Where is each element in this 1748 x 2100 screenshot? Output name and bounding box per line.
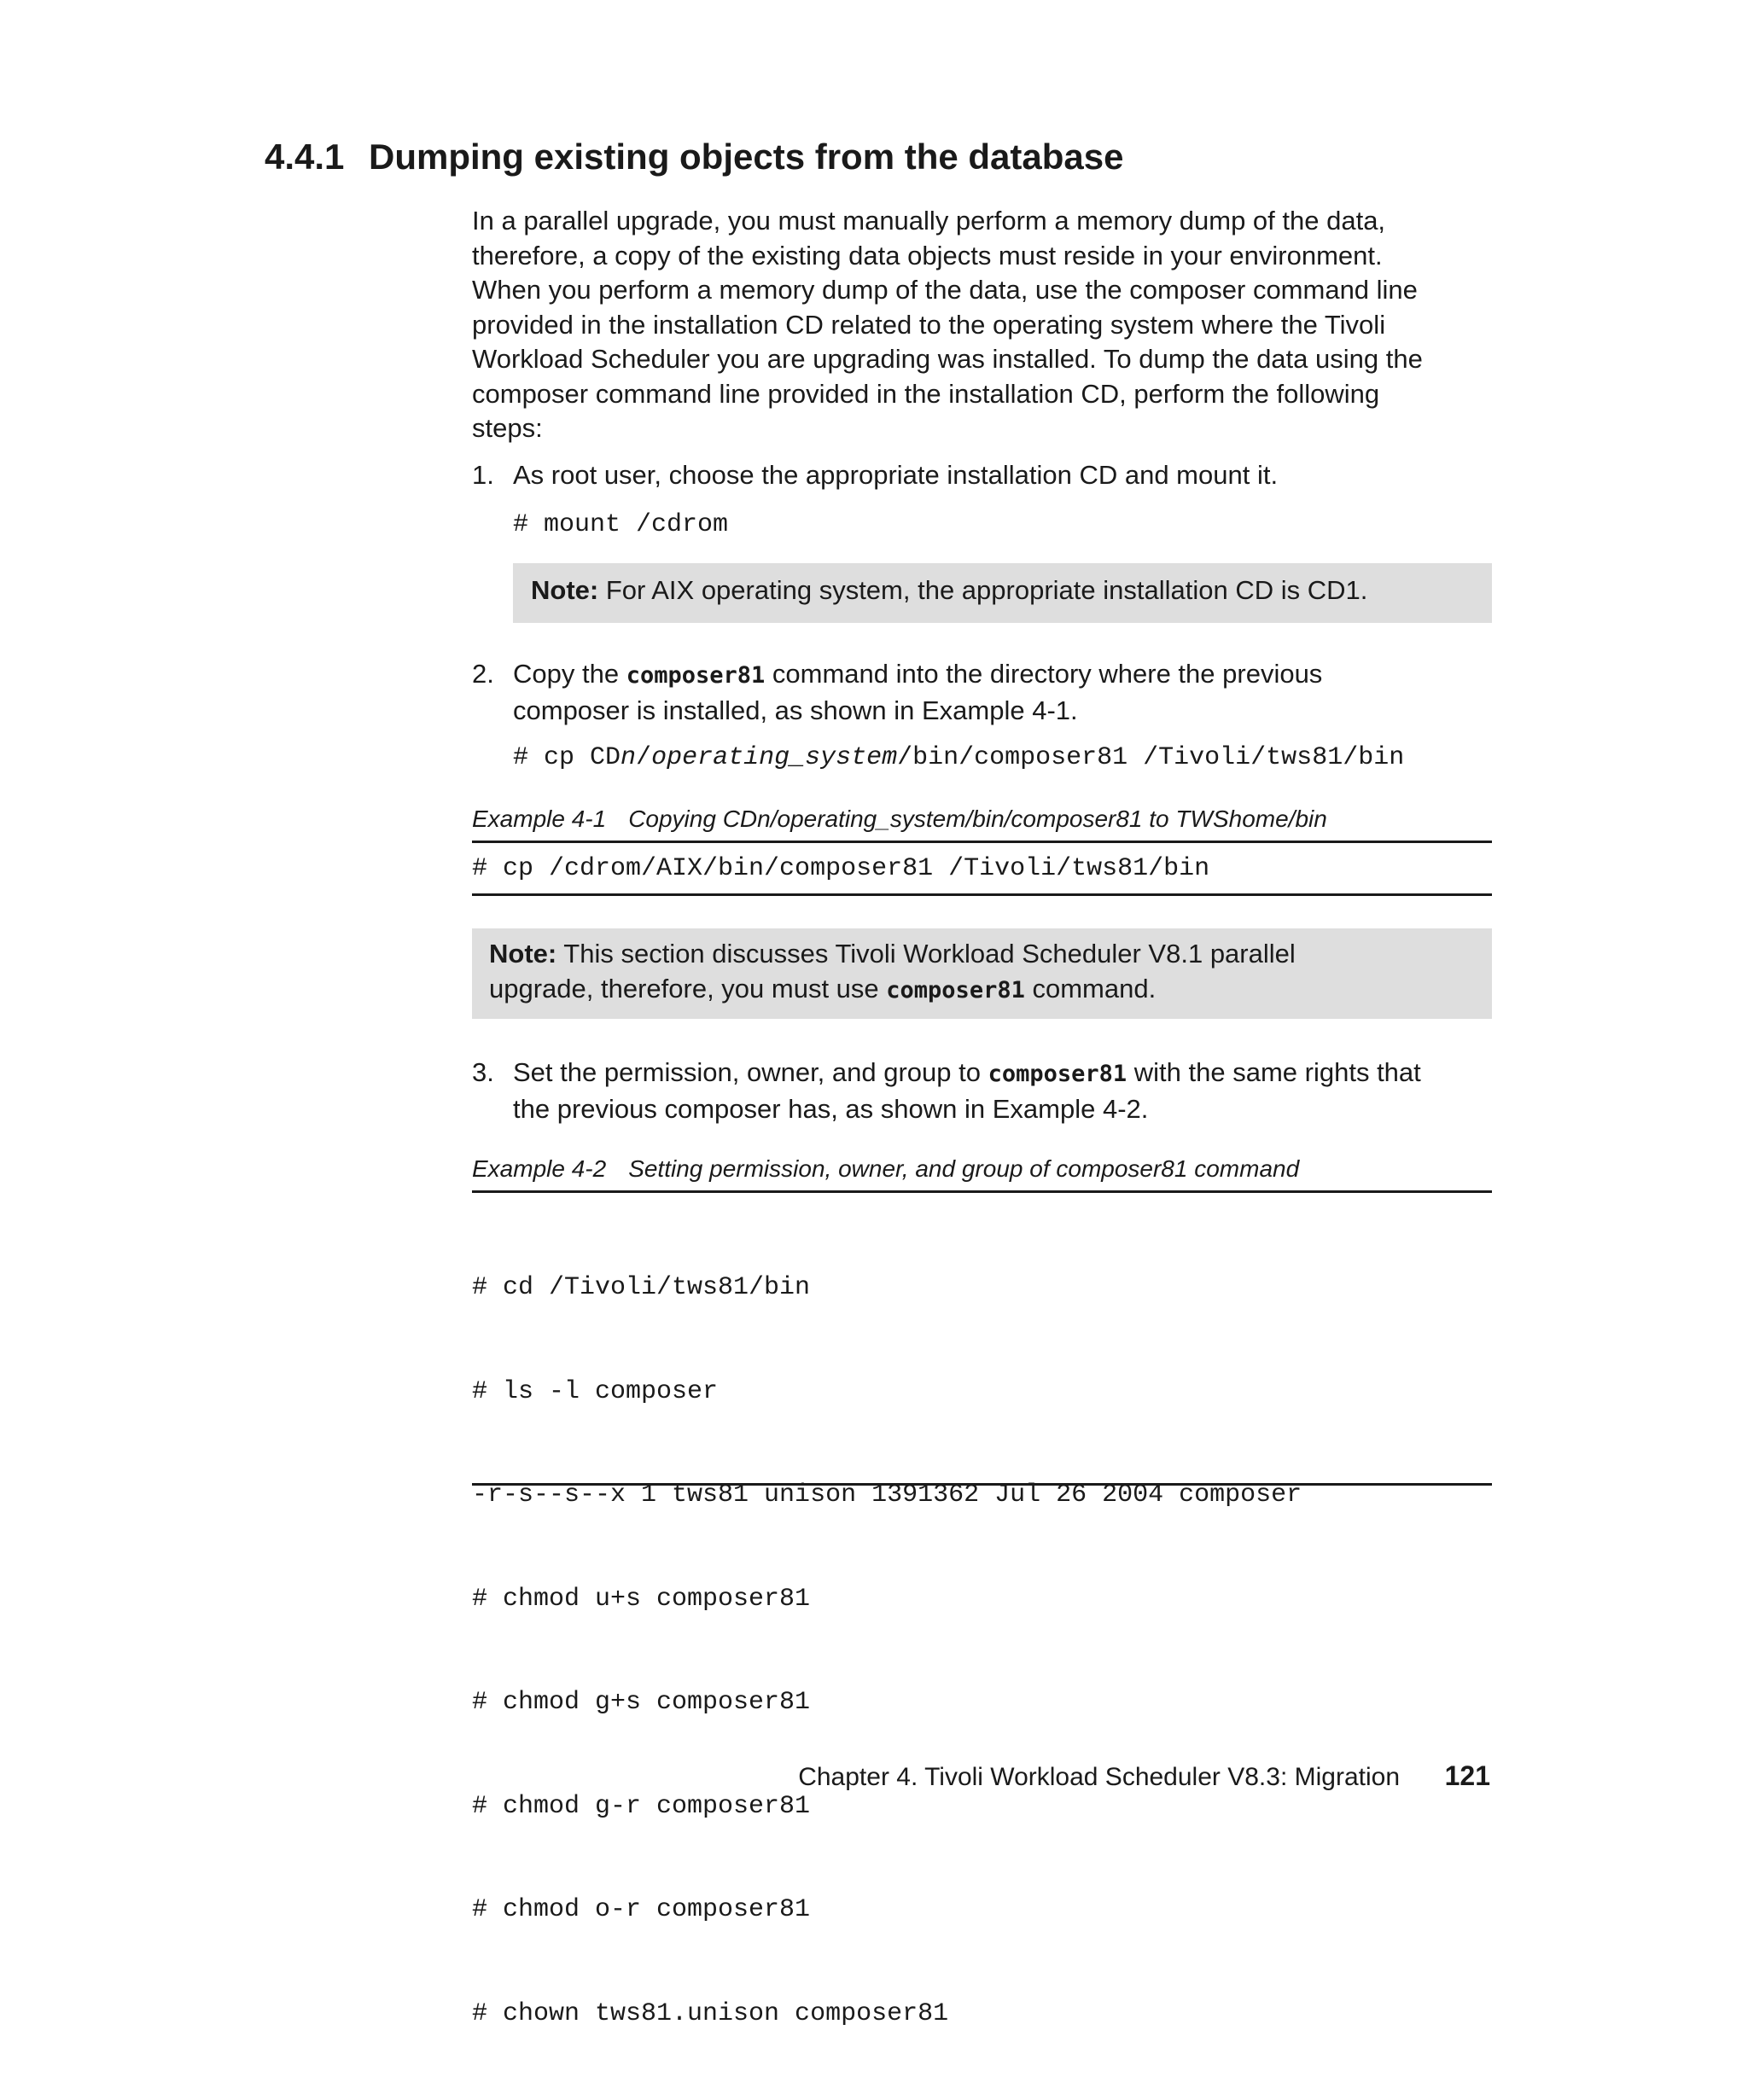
example-rule-bottom: [472, 1483, 1492, 1486]
note-text: upgrade, therefore, you must use: [489, 973, 887, 1003]
step-text-part: Copy the: [513, 659, 626, 689]
intro-line: When you perform a memory dump of the data, use the composer command line: [472, 275, 1418, 305]
page-number: 121: [1444, 1760, 1490, 1791]
copy-command-part: /: [636, 743, 652, 772]
section-number: 4.4.1: [265, 137, 345, 177]
section-heading: [265, 133, 1123, 181]
step-text: [513, 1056, 1492, 1126]
intro-paragraph: [472, 204, 1492, 446]
example-rule-bottom: [472, 893, 1492, 896]
code-line: # chmod g+s composer81: [472, 1688, 811, 1717]
example-4-1-caption: [472, 804, 1327, 835]
step-number: 2.: [472, 659, 494, 689]
code-line: # cd /Tivoli/tws81/bin: [472, 1273, 811, 1302]
step-text-part: command into the directory where the previous: [765, 659, 1323, 689]
code-line: # ls -l composer: [472, 1376, 719, 1406]
code-line: -r-s--s--x 1 tws81 unison 1391362 Jul 26 2004 composer: [472, 1480, 1302, 1510]
code-line: # chmod o-r composer81: [472, 1895, 811, 1924]
example-4-2-caption: [472, 1154, 1299, 1184]
footer-chapter: Chapter 4. Tivoli Workload Scheduler V8.3: Migration: [798, 1763, 1400, 1791]
note-text: For AIX operating system, the appropriate installation CD is CD1.: [598, 575, 1368, 605]
intro-line: therefore, a copy of the existing data objects must reside in your environment.: [472, 240, 1383, 270]
example-title: Copying CDn/operating_system/bin/composer81 to TWShome/bin: [628, 806, 1327, 832]
copy-command-italic: n: [621, 743, 637, 772]
step-1: [472, 458, 1492, 493]
example-4-1-code: # cp /cdrom/AIX/bin/composer81 /Tivoli/tws81/bin: [472, 854, 1210, 883]
note-label: Note:: [489, 939, 557, 969]
intro-line: composer command line provided in the installation CD, perform the following: [472, 378, 1380, 409]
step-text-part: with the same rights that: [1127, 1057, 1421, 1087]
copy-command-part: # cp CD: [513, 743, 621, 772]
copy-command: [513, 741, 1404, 776]
step-3: [472, 1056, 1492, 1126]
intro-line: steps:: [472, 413, 543, 443]
example-label: Example 4-1: [472, 806, 607, 832]
example-rule-top: [472, 1190, 1492, 1193]
inline-command: composer81: [626, 662, 766, 689]
example-title: Setting permission, owner, and group of composer81 command: [628, 1155, 1300, 1182]
example-label: Example 4-2: [472, 1155, 607, 1182]
step-2: [472, 657, 1492, 728]
note-aix-cd: [513, 563, 1492, 623]
code-line: # chmod u+s composer81: [472, 1584, 811, 1614]
example-4-2-code: [472, 1201, 1492, 2100]
note-parallel-upgrade: [472, 928, 1492, 1019]
mount-command: # mount /cdrom: [513, 510, 729, 539]
step-text: As root user, choose the appropriate installation CD and mount it.: [513, 460, 1279, 490]
copy-command-italic: operating_system: [651, 743, 898, 772]
inline-command: composer81: [988, 1061, 1127, 1087]
intro-line: In a parallel upgrade, you must manually perform a memory dump of the data,: [472, 206, 1386, 236]
note-text: This section discusses Tivoli Workload Scheduler V8.1 parallel: [556, 939, 1296, 969]
intro-paragraph-lines: [472, 204, 1492, 446]
note-label: Note:: [531, 575, 599, 605]
step-text-part: the previous composer has, as shown in Example 4-2.: [513, 1093, 1149, 1124]
step-number: 3.: [472, 1057, 494, 1087]
intro-line: Workload Scheduler you are upgrading was installed. To dump the data using the: [472, 344, 1423, 374]
section-title: Dumping existing objects from the database: [369, 137, 1124, 177]
step-number: 1.: [472, 460, 494, 490]
note-text: command.: [1024, 973, 1157, 1003]
code-line: # chmod g-r composer81: [472, 1791, 811, 1821]
inline-command: composer81: [886, 976, 1025, 1003]
step-text-part: Set the permission, owner, and group to: [513, 1057, 988, 1087]
step-text-part: composer is installed, as shown in Example 4-1.: [513, 695, 1078, 725]
intro-line: provided in the installation CD related to the operating system where the Tivoli: [472, 309, 1386, 340]
code-line: # chown tws81.unison composer81: [472, 1998, 949, 2028]
step-text: [513, 657, 1492, 728]
copy-command-part: /bin/composer81 /Tivoli/tws81/bin: [897, 743, 1405, 772]
example-rule-top: [472, 841, 1492, 843]
